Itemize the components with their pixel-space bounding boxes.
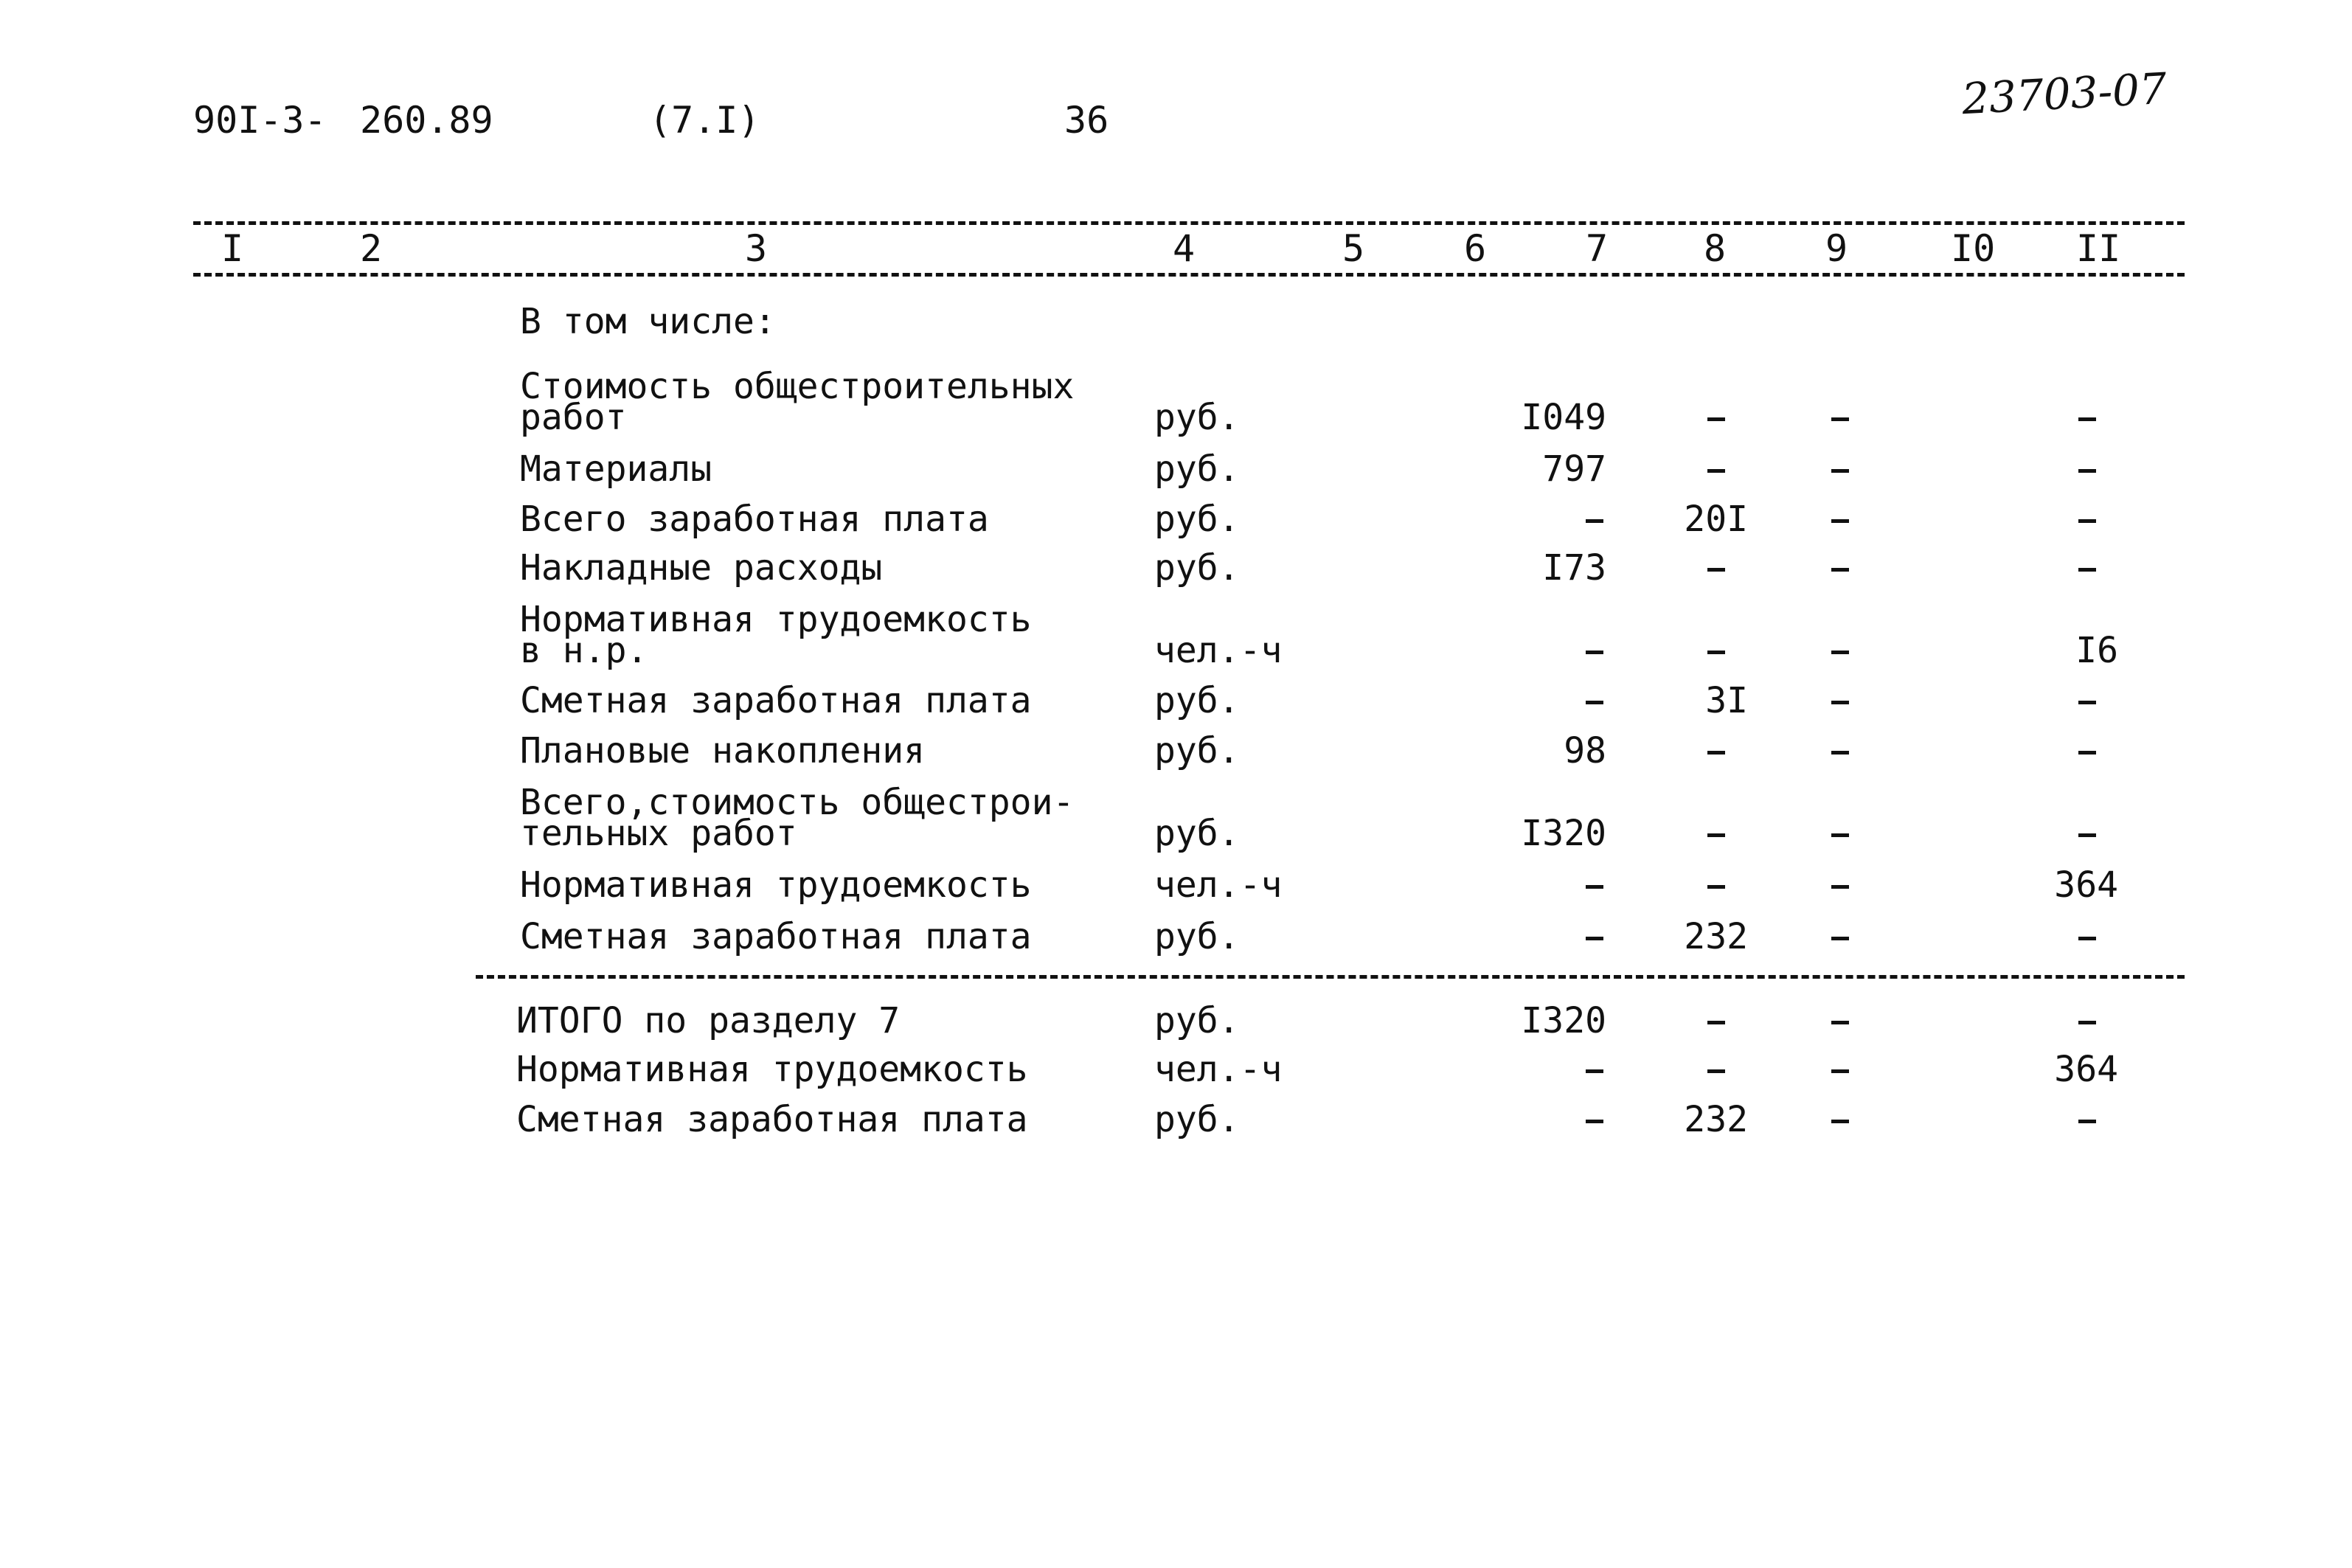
empty-dash — [1707, 1069, 1725, 1073]
cell-c7: 98 — [1564, 730, 1606, 771]
page-number: 36 — [1064, 99, 1109, 142]
empty-dash — [1831, 937, 1849, 940]
row-label: Плановые накопления — [520, 730, 926, 771]
empty-dash — [2078, 751, 2096, 754]
row-unit: руб. — [1154, 730, 1240, 771]
row-label-cont: работ — [520, 397, 627, 438]
row-label: Сметная заработная плата — [516, 1099, 1028, 1140]
row-unit: руб. — [1154, 499, 1240, 540]
empty-dash — [1831, 701, 1849, 704]
row-label: Сметная заработная плата — [520, 680, 1032, 721]
cell-c7: I320 — [1521, 1000, 1606, 1041]
empty-dash — [1707, 417, 1725, 421]
empty-dash — [2078, 519, 2096, 523]
column-number: 3 — [745, 227, 768, 270]
empty-dash — [1831, 568, 1849, 572]
column-number: 2 — [360, 227, 383, 270]
empty-dash — [2078, 937, 2096, 940]
empty-dash — [1586, 651, 1603, 654]
empty-dash — [1707, 751, 1725, 754]
empty-dash — [2078, 568, 2096, 572]
row-unit: руб. — [1154, 448, 1240, 490]
empty-dash — [1707, 568, 1725, 572]
row-label: Нормативная трудоемкость — [520, 599, 1032, 640]
cell-c8: 232 — [1684, 916, 1748, 957]
row-unit: руб. — [1154, 813, 1240, 854]
empty-dash — [1831, 469, 1849, 473]
empty-dash — [1707, 885, 1725, 889]
empty-dash — [1831, 833, 1849, 837]
empty-dash — [2078, 417, 2096, 421]
cell-c7: 797 — [1542, 448, 1606, 490]
empty-dash — [1586, 885, 1603, 889]
empty-dash — [1831, 519, 1849, 523]
empty-dash — [1831, 885, 1849, 889]
row-unit: руб. — [1154, 680, 1240, 721]
row-unit: руб. — [1154, 397, 1240, 438]
header-top-rule — [193, 221, 2185, 225]
doc-code: 90I-3- — [193, 99, 327, 142]
archive-stamp: 23703-07 — [1960, 63, 2168, 125]
row-label: Нормативная трудоемкость — [520, 864, 1032, 906]
column-number: 7 — [1586, 227, 1609, 270]
row-unit: руб. — [1154, 1000, 1240, 1041]
empty-dash — [2078, 1021, 2096, 1024]
row-label: Сметная заработная плата — [520, 916, 1032, 957]
cell-c11: 364 — [2054, 864, 2118, 906]
empty-dash — [1831, 417, 1849, 421]
row-label: Накладные расходы — [520, 547, 883, 589]
column-number: 6 — [1464, 227, 1487, 270]
cell-c7: I320 — [1521, 813, 1606, 854]
header-bottom-rule — [193, 273, 2185, 277]
row-label: Стоимость общестроительных — [520, 366, 1075, 407]
row-label: ИТОГО по разделу 7 — [516, 1000, 901, 1041]
column-number: 4 — [1173, 227, 1196, 270]
doc-series: 260.89 — [360, 99, 493, 142]
section-number: (7.I) — [649, 99, 760, 142]
cell-c11: 364 — [2054, 1049, 2118, 1090]
empty-dash — [1831, 651, 1849, 654]
cell-c7: I049 — [1521, 397, 1606, 438]
cell-c8: 3I — [1705, 680, 1748, 721]
row-unit: чел.-ч — [1154, 864, 1283, 906]
cell-c11: I6 — [2075, 630, 2118, 671]
intro-label: В том числе: — [520, 301, 776, 342]
row-unit: руб. — [1154, 547, 1240, 589]
empty-dash — [1707, 469, 1725, 473]
empty-dash — [2078, 1120, 2096, 1123]
empty-dash — [1586, 1069, 1603, 1073]
row-label-cont: тельных работ — [520, 813, 797, 854]
row-label: Нормативная трудоемкость — [516, 1049, 1028, 1090]
row-label-cont: в н.р. — [520, 630, 648, 671]
row-unit: руб. — [1154, 916, 1240, 957]
column-number: 8 — [1704, 227, 1727, 270]
totals-rule — [476, 975, 2185, 979]
column-number: I0 — [1951, 227, 1996, 270]
column-number: I — [221, 227, 244, 270]
row-unit: руб. — [1154, 1099, 1240, 1140]
cell-c8: 232 — [1684, 1099, 1748, 1140]
empty-dash — [1707, 651, 1725, 654]
cell-c8: 20I — [1684, 499, 1748, 540]
empty-dash — [1831, 1120, 1849, 1123]
empty-dash — [1831, 1021, 1849, 1024]
empty-dash — [1831, 1069, 1849, 1073]
column-number: 9 — [1825, 227, 1848, 270]
empty-dash — [2078, 469, 2096, 473]
empty-dash — [2078, 833, 2096, 837]
row-label: Всего заработная плата — [520, 499, 989, 540]
row-label: Материалы — [520, 448, 712, 490]
empty-dash — [1707, 833, 1725, 837]
row-unit: чел.-ч — [1154, 1049, 1283, 1090]
column-number: II — [2076, 227, 2121, 270]
row-unit: чел.-ч — [1154, 630, 1283, 671]
row-label: Всего,стоимость общестрои- — [520, 782, 1075, 823]
empty-dash — [1831, 751, 1849, 754]
cell-c7: I73 — [1542, 547, 1606, 589]
empty-dash — [1707, 1021, 1725, 1024]
column-number: 5 — [1342, 227, 1365, 270]
empty-dash — [2078, 701, 2096, 704]
